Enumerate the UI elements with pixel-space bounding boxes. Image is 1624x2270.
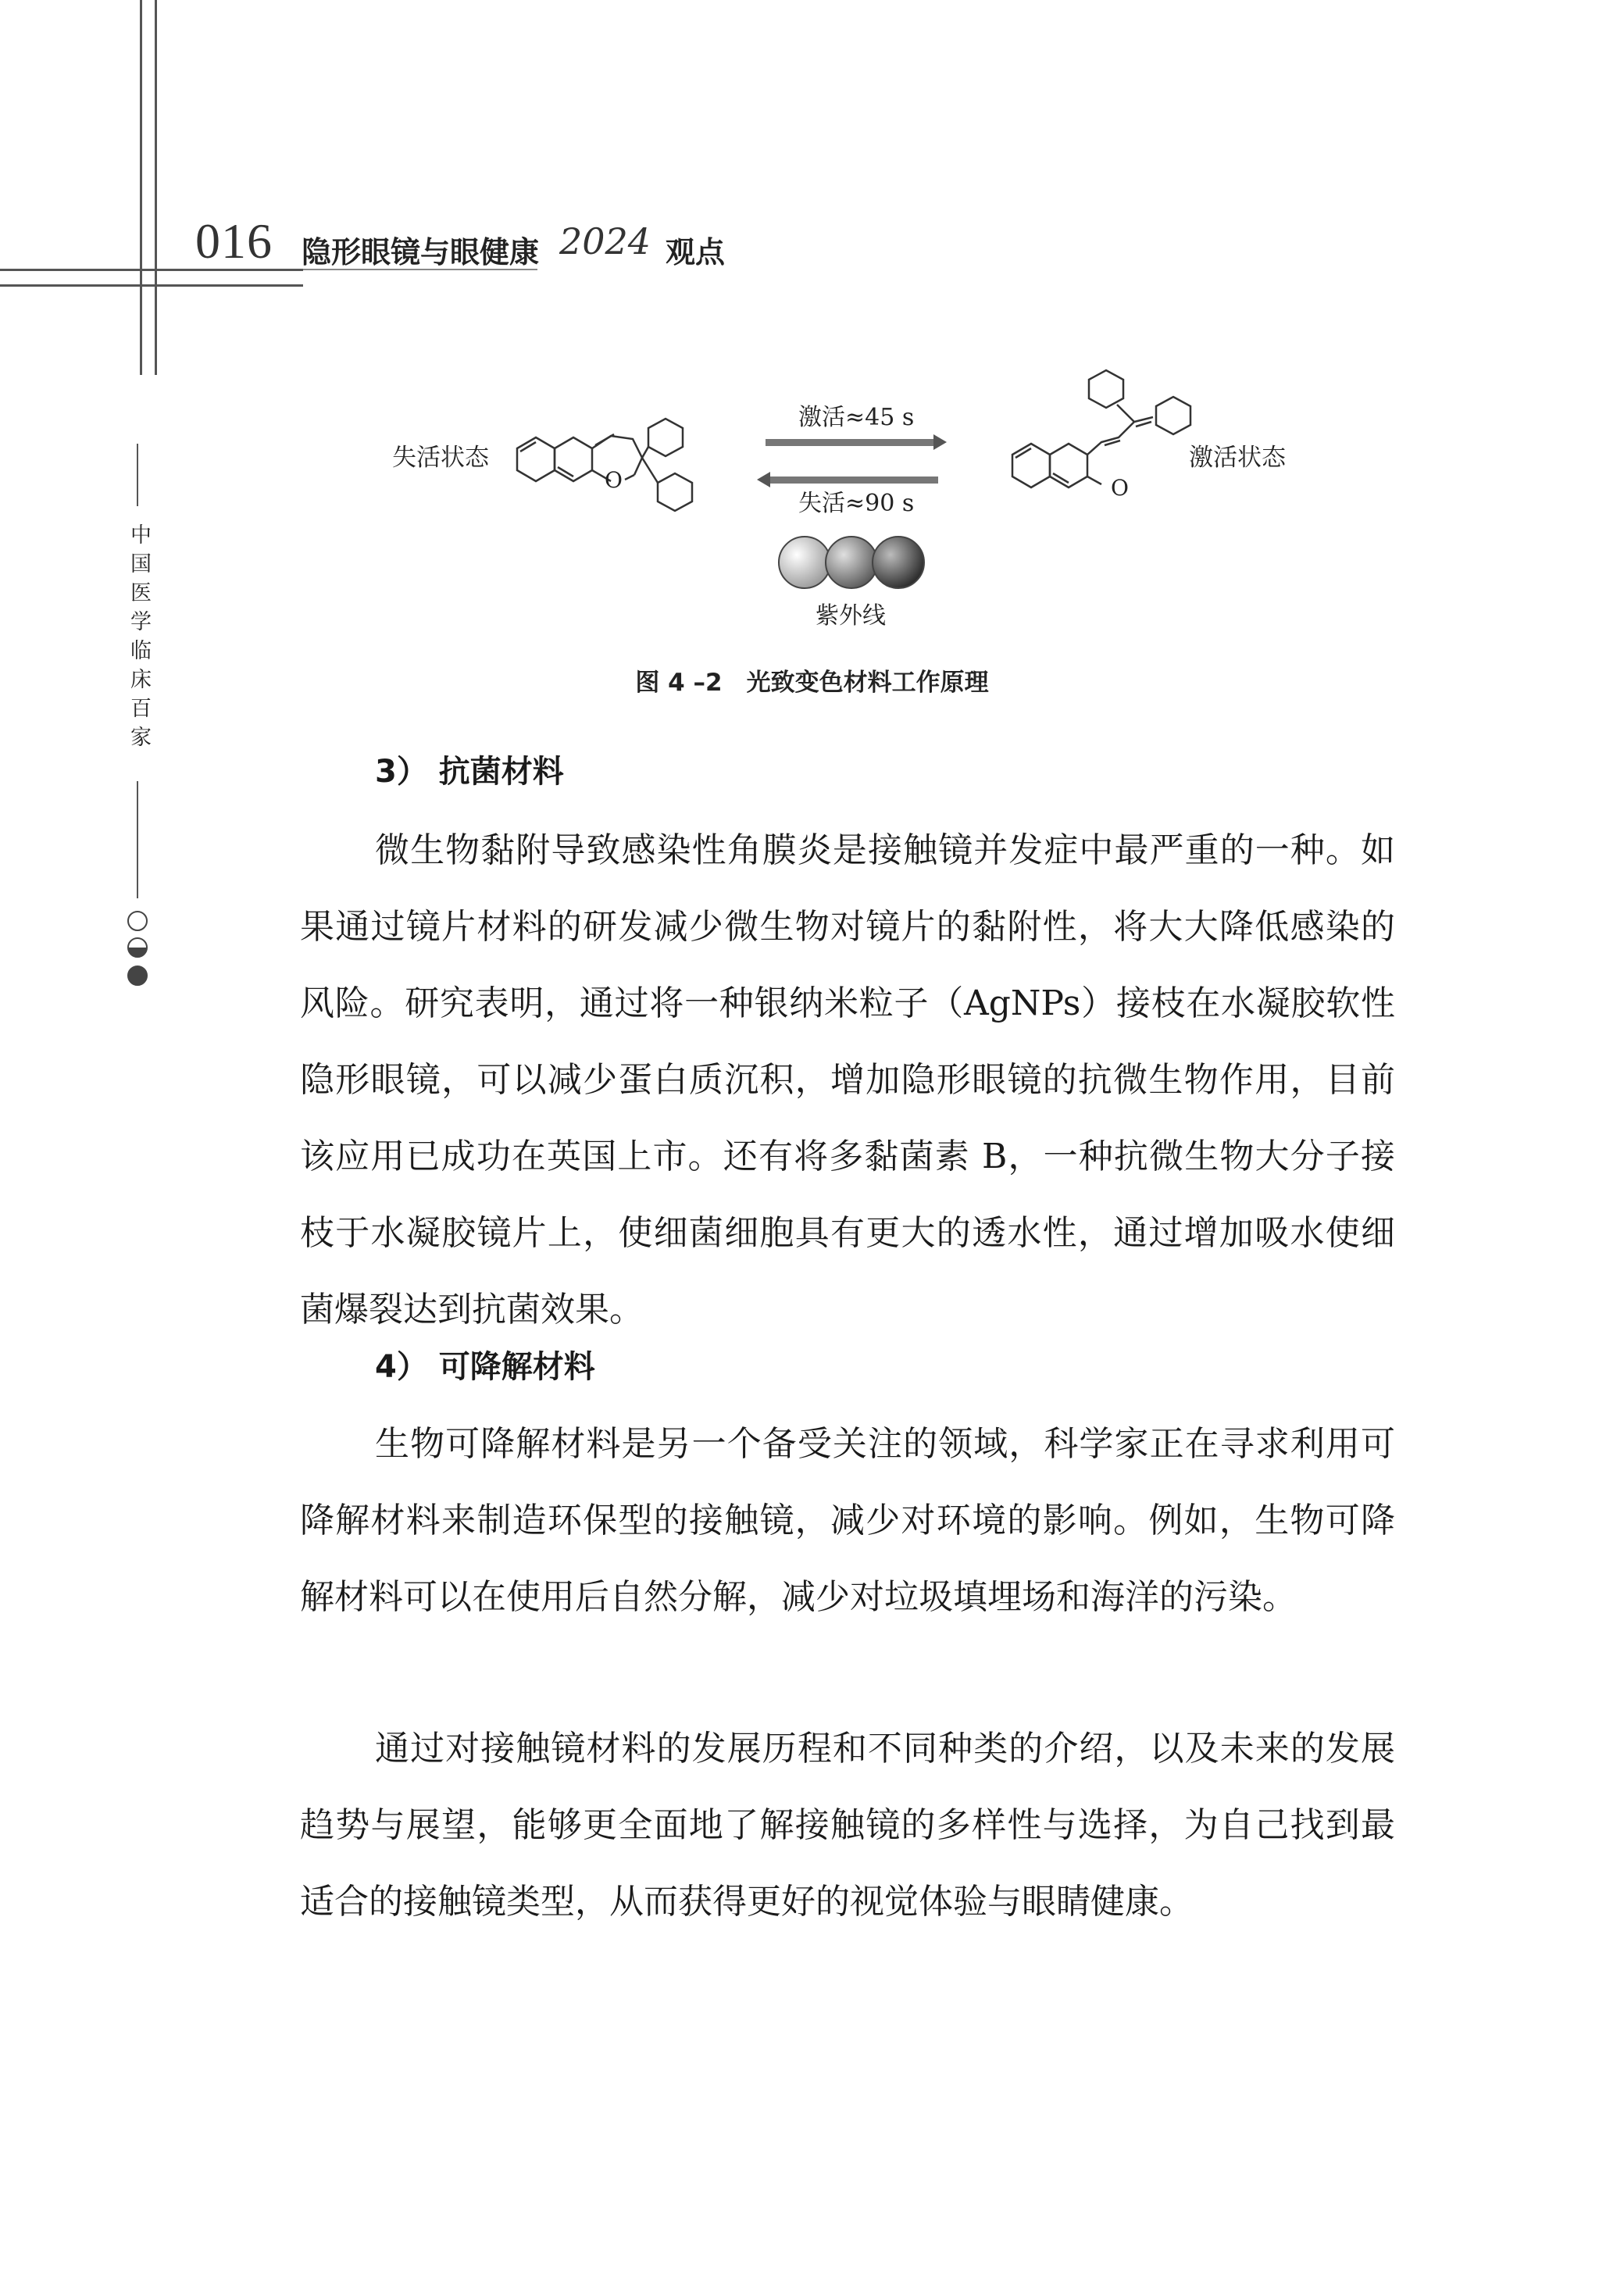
book-year: 2024 (559, 220, 651, 262)
deactivation-time-label: 失活≈90 s (798, 490, 915, 517)
activation-time-label: 激活≈45 s (798, 404, 915, 431)
oxygen-right: O (1111, 475, 1129, 501)
oxygen-left: O (605, 467, 623, 493)
filled-circle-icon (127, 965, 148, 986)
reverse-arrow-icon (757, 472, 938, 487)
book-title: 隐形眼镜与眼健康 (302, 235, 540, 269)
paragraph-antibacterial: 微生物黏附导致感染性角膜炎是接触镜并发症中最严重的一种。如果通过镜片材料的研发减少微生物对镜片的黏附性，将大大降低感染的风险。研究表明，通过将一种银纳米粒子（AgNPs）接枝在水凝胶软性隐形眼镜，可以减少蛋白质沉积，增加隐形眼镜的抗微生物作用，目前该应用已成功在英国上市。还有将多黏菌素 B，一种抗微生物大分子接枝于水凝胶镜片上，使细菌细胞具有更大的透水性，通过增加吸水使细菌爆裂达到抗菌效果。 (300, 830, 1395, 1330)
book-title-suffix: 观点 (666, 235, 726, 269)
right-state-label: 激活状态 (1189, 444, 1286, 472)
side-rule-bottom (137, 781, 138, 898)
uv-sphere-medium (826, 537, 877, 588)
photochromic-diagram (0, 0, 1624, 656)
left-state-label: 失活状态 (392, 444, 489, 472)
half-circle-icon (127, 937, 148, 958)
paragraph-degradable: 生物可降解材料是另一个备受关注的领域，科学家正在寻求利用可降解材料来制造环保型的接触镜，减少对环境的影响。例如，生物可降解材料可以在使用后自然分解，减少对垃圾填埋场和海洋的污染。 (300, 1424, 1395, 1617)
page-number: 016 (195, 213, 273, 269)
section-heading-degradable: 4） 可降解材料 (375, 1349, 595, 1385)
section-heading-antibacterial: 3） 抗菌材料 (375, 754, 564, 790)
uv-label: 紫外线 (816, 602, 886, 630)
figure-caption: 图 4 –2 光致变色材料工作原理 (635, 669, 989, 697)
forward-arrow-icon (766, 434, 947, 450)
open-molecule (1012, 370, 1190, 487)
uv-sphere-dark (873, 537, 924, 588)
uv-sphere-light (779, 537, 830, 588)
empty-circle-icon (127, 911, 148, 931)
closed-molecule (517, 419, 692, 511)
paragraph-conclusion: 通过对接触镜材料的发展历程和不同种类的介绍，以及未来的发展趋势与展望，能够更全面地了解接触镜的多样性与选择，为自己找到最适合的接触镜类型，从而获得更好的视觉体验与眼睛健康。 (300, 1729, 1395, 1922)
series-label: 中国医学临床百家 (127, 523, 151, 755)
